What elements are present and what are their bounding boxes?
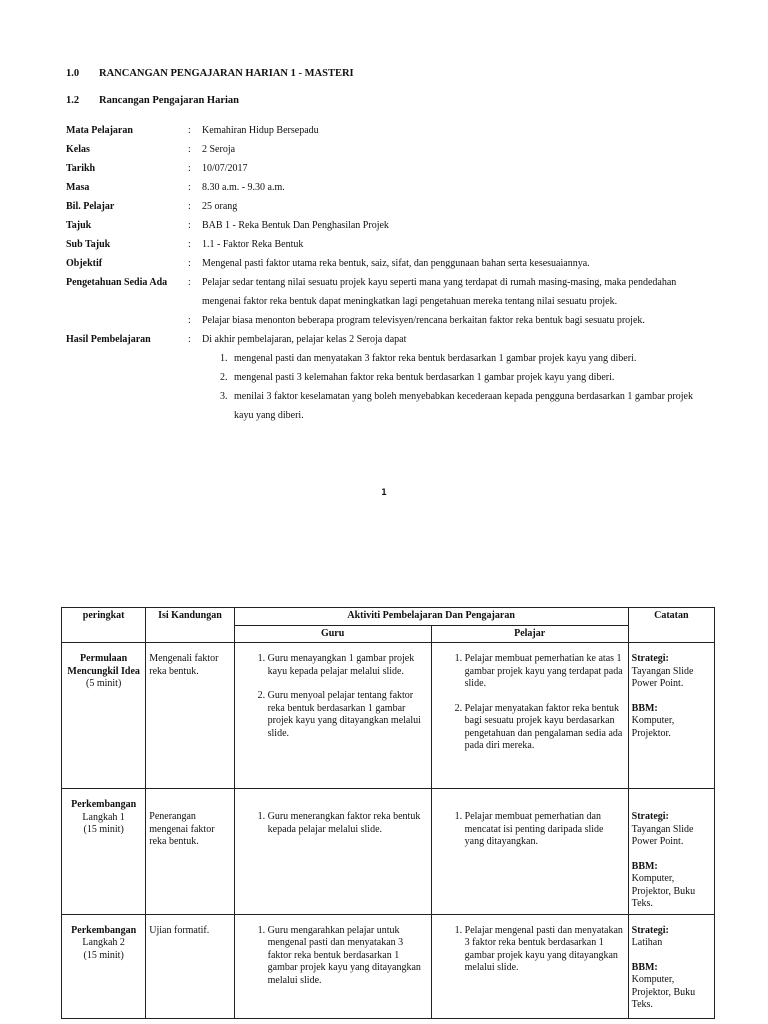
info-row-subtopic: Sub Tajuk : 1.1 - Faktor Reka Bentuk bbox=[66, 235, 706, 254]
stage-time: (5 minit) bbox=[86, 678, 122, 689]
outcomes-intro: Di akhir pembelajaran, pelajar kelas 2 Seroja dapat bbox=[202, 334, 407, 345]
section-number: 1.0 bbox=[66, 68, 80, 79]
info-label: Mata Pelajaran bbox=[66, 125, 133, 136]
info-row-prior-knowledge: Pengetahuan Sedia Ada : Pelajar sedar tentang nilai sesuatu projek kayu seperti mana yang terdapat di rumah masing-masing, maka pendedahan mengenai faktor reka bentuk dapat meningkatkan lagi pengetahuan mereka tentang nilai sesuatu projek. bbox=[66, 273, 706, 311]
table-row bbox=[62, 643, 715, 789]
teacher-step: 1. Guru mengarahkan pelajar untuk mengenal pasti dan menyatakan 3 faktor reka bentuk berdasarkan 1 gambar projek kayu yang ditayangkan melalui slide. bbox=[268, 925, 428, 988]
info-row-time: Masa : 8.30 a.m. - 9.30 a.m. bbox=[66, 178, 706, 197]
info-value: 8.30 a.m. - 9.30 a.m. bbox=[202, 182, 285, 193]
info-label: Pengetahuan Sedia Ada bbox=[66, 277, 168, 288]
strategy-value: Tayangan Slide Power Point. bbox=[631, 665, 694, 689]
student-step: 1. Pelajar membuat pemerhatian dan mencatat isi penting daripada slide yang ditayangkan. bbox=[465, 811, 625, 849]
info-row-subject: Mata Pelajaran : Kemahiran Hidup Bersepadu bbox=[66, 121, 706, 140]
info-label: Kelas bbox=[66, 144, 90, 155]
bbm-label: BBM: bbox=[631, 860, 658, 872]
info-value: BAB 1 - Reka Bentuk Dan Penghasilan Projek bbox=[202, 220, 389, 231]
strategy-label: Strategi: bbox=[631, 653, 669, 664]
student-cell bbox=[431, 643, 628, 789]
notes-cell bbox=[628, 914, 714, 1018]
outcome-item: 2. mengenal pasti 3 kelemahan faktor reka bentuk berdasarkan 1 gambar projek kayu yang diberi. bbox=[230, 368, 706, 387]
strategy-label: Strategi: bbox=[631, 811, 669, 822]
info-row-prior-knowledge-2: : Pelajar biasa menonton beberapa program televisyen/rencana berkaitan faktor reka bentuk bagi sesuatu projek. bbox=[66, 311, 706, 330]
table-row bbox=[62, 789, 715, 915]
info-value: Mengenal pasti faktor utama reka bentuk, saiz, sifat, dan penggunaan bahan serta kesesuaiannya. bbox=[202, 258, 590, 269]
stage-title: Perkembangan bbox=[71, 924, 137, 936]
header-notes: Catatan bbox=[628, 608, 714, 643]
strategy-label: Strategi: bbox=[631, 924, 669, 936]
header-content: Isi Kandungan bbox=[146, 608, 234, 643]
student-step: 1. Pelajar mengenal pasti dan menyatakan 3 faktor reka bentuk berdasarkan 1 gambar projek kayu yang ditayangkan melalui slide. bbox=[465, 925, 625, 975]
teacher-cell bbox=[234, 643, 431, 789]
bbm-value: Komputer, Projektor, Buku Teks. bbox=[631, 873, 696, 909]
bbm-value: Komputer, Projektor. bbox=[631, 715, 675, 739]
info-label: Tarikh bbox=[66, 163, 96, 174]
info-value: Pelajar biasa menonton beberapa program televisyen/rencana berkaitan faktor reka bentuk bagi sesuatu projek. bbox=[202, 315, 645, 326]
header-student: Pelajar bbox=[431, 625, 628, 643]
bbm-label: BBM: bbox=[631, 961, 658, 973]
info-label: Bil. Pelajar bbox=[66, 201, 115, 212]
section-title: RANCANGAN PENGAJARAN HARIAN 1 - MASTERI bbox=[99, 68, 354, 79]
info-label: Hasil Pembelajaran bbox=[66, 334, 151, 345]
teacher-step: 1. Guru menayangkan 1 gambar projek kayu kepada pelajar melalui slide. bbox=[268, 653, 428, 678]
info-value: Pelajar sedar tentang nilai sesuatu projek kayu seperti mana yang terdapat di rumah masing-masing, maka pendedahan mengenai faktor reka bentuk dapat meningkatkan lagi pengetahuan mereka tentang nilai sesuatu projek. bbox=[202, 277, 677, 307]
info-label: Sub Tajuk bbox=[66, 239, 111, 250]
student-cell bbox=[431, 789, 628, 915]
info-row-topic: Tajuk : BAB 1 - Reka Bentuk Dan Penghasilan Projek bbox=[66, 216, 706, 235]
stage-title: Perkembangan bbox=[71, 799, 137, 810]
info-label bbox=[66, 311, 188, 330]
stage-cell bbox=[62, 643, 146, 789]
info-value: 1.1 - Faktor Reka Bentuk bbox=[202, 239, 304, 250]
info-row-objective: Objektif : Mengenal pasti faktor utama reka bentuk, saiz, sifat, dan penggunaan bahan serta kesesuaiannya. bbox=[66, 254, 706, 273]
subsection-title: Rancangan Pengajaran Harian bbox=[99, 95, 240, 106]
info-row-class: Kelas : 2 Seroja bbox=[66, 140, 706, 159]
content-cell: Penerangan mengenai faktor reka bentuk. bbox=[146, 789, 234, 915]
student-cell bbox=[431, 914, 628, 1018]
student-step: 2. Pelajar menyatakan faktor reka bentuk bagi sesuatu projek kayu berdasarkan pengetahuan dan pengalaman sedia ada pada diri mereka. bbox=[465, 703, 625, 753]
info-label: Masa bbox=[66, 182, 90, 193]
teacher-step: 2. Guru menyoal pelajar tentang faktor reka bentuk berdasarkan 1 gambar projek kayu yang ditayangkan melalui slide. bbox=[268, 690, 428, 740]
teacher-step: 1. Guru menerangkan faktor reka bentuk kepada pelajar melalui slide. bbox=[268, 811, 428, 836]
info-value: 25 orang bbox=[202, 201, 238, 212]
outcome-item: 1. mengenal pasti dan menyatakan 3 faktor reka bentuk berdasarkan 1 gambar projek kayu yang diberi. bbox=[230, 349, 706, 368]
teacher-cell bbox=[234, 914, 431, 1018]
content-cell: Mengenali faktor reka bentuk. bbox=[146, 643, 234, 789]
notes-cell bbox=[628, 789, 714, 915]
student-step: 1. Pelajar membuat pemerhatian ke atas 1 gambar projek kayu yang terdapat pada slide. bbox=[465, 653, 625, 691]
header-teacher: Guru bbox=[234, 625, 431, 643]
page-number: 1 bbox=[381, 488, 387, 498]
strategy-value: Latihan bbox=[631, 937, 663, 948]
stage-sub: Langkah 2 bbox=[82, 937, 125, 948]
bbm-value: Komputer, Projektor, Buku Teks. bbox=[631, 974, 696, 1010]
outcome-item: 3. menilai 3 faktor keselamatan yang boleh menyebabkan kecederaan kepada pengguna berdasarkan 1 gambar projek kayu yang diberi. bbox=[230, 387, 706, 425]
info-label: Tajuk bbox=[66, 220, 92, 231]
bbm-label: BBM: bbox=[631, 702, 658, 714]
lesson-info bbox=[66, 121, 706, 425]
header-activity: Aktiviti Pembelajaran Dan Pengajaran bbox=[234, 608, 628, 626]
subsection-number: 1.2 bbox=[66, 95, 80, 106]
info-label: Objektif bbox=[66, 258, 103, 269]
section-heading-2 bbox=[66, 95, 239, 106]
stage-sub: Langkah 1 bbox=[82, 811, 125, 823]
content-cell: Ujian formatif. bbox=[146, 914, 234, 1018]
section-heading-1 bbox=[66, 68, 354, 79]
info-row-date: Tarikh : 10/07/2017 bbox=[66, 159, 706, 178]
info-row-outcomes: Hasil Pembelajaran : Di akhir pembelajaran, pelajar kelas 2 Seroja dapat 1. mengenal pasti dan menyatakan 3 faktor reka bentuk berdasarkan 1 gambar projek kayu yang diberi. 2. mengenal pasti 3 kelemahan faktor reka bentuk berdasarkan 1 gambar projek kayu yang diberi. 3. menilai 3 faktor keselamatan yang boleh menyebabkan kecederaan kepada pengguna berdasarkan 1 gambar projek kayu yang diberi. bbox=[66, 330, 706, 425]
table-row bbox=[62, 914, 715, 1018]
strategy-value: Tayangan Slide Power Point. bbox=[631, 823, 694, 847]
info-value: Kemahiran Hidup Bersepadu bbox=[202, 125, 319, 136]
stage-cell bbox=[62, 789, 146, 915]
teacher-cell bbox=[234, 789, 431, 915]
notes-cell bbox=[628, 643, 714, 789]
header-stage: peringkat bbox=[62, 608, 146, 643]
stage-time: (15 minit) bbox=[83, 949, 124, 961]
stage-time: (15 minit) bbox=[83, 824, 124, 835]
info-value: 2 Seroja bbox=[202, 144, 236, 155]
info-value: 10/07/2017 bbox=[202, 163, 248, 174]
outcomes-list bbox=[202, 349, 706, 425]
table-header-row bbox=[62, 608, 715, 626]
stage-cell bbox=[62, 914, 146, 1018]
lesson-plan-table bbox=[61, 607, 715, 1019]
stage-title: Permulaan Mencungkil Idea bbox=[67, 653, 140, 677]
info-row-students: Bil. Pelajar : 25 orang bbox=[66, 197, 706, 216]
